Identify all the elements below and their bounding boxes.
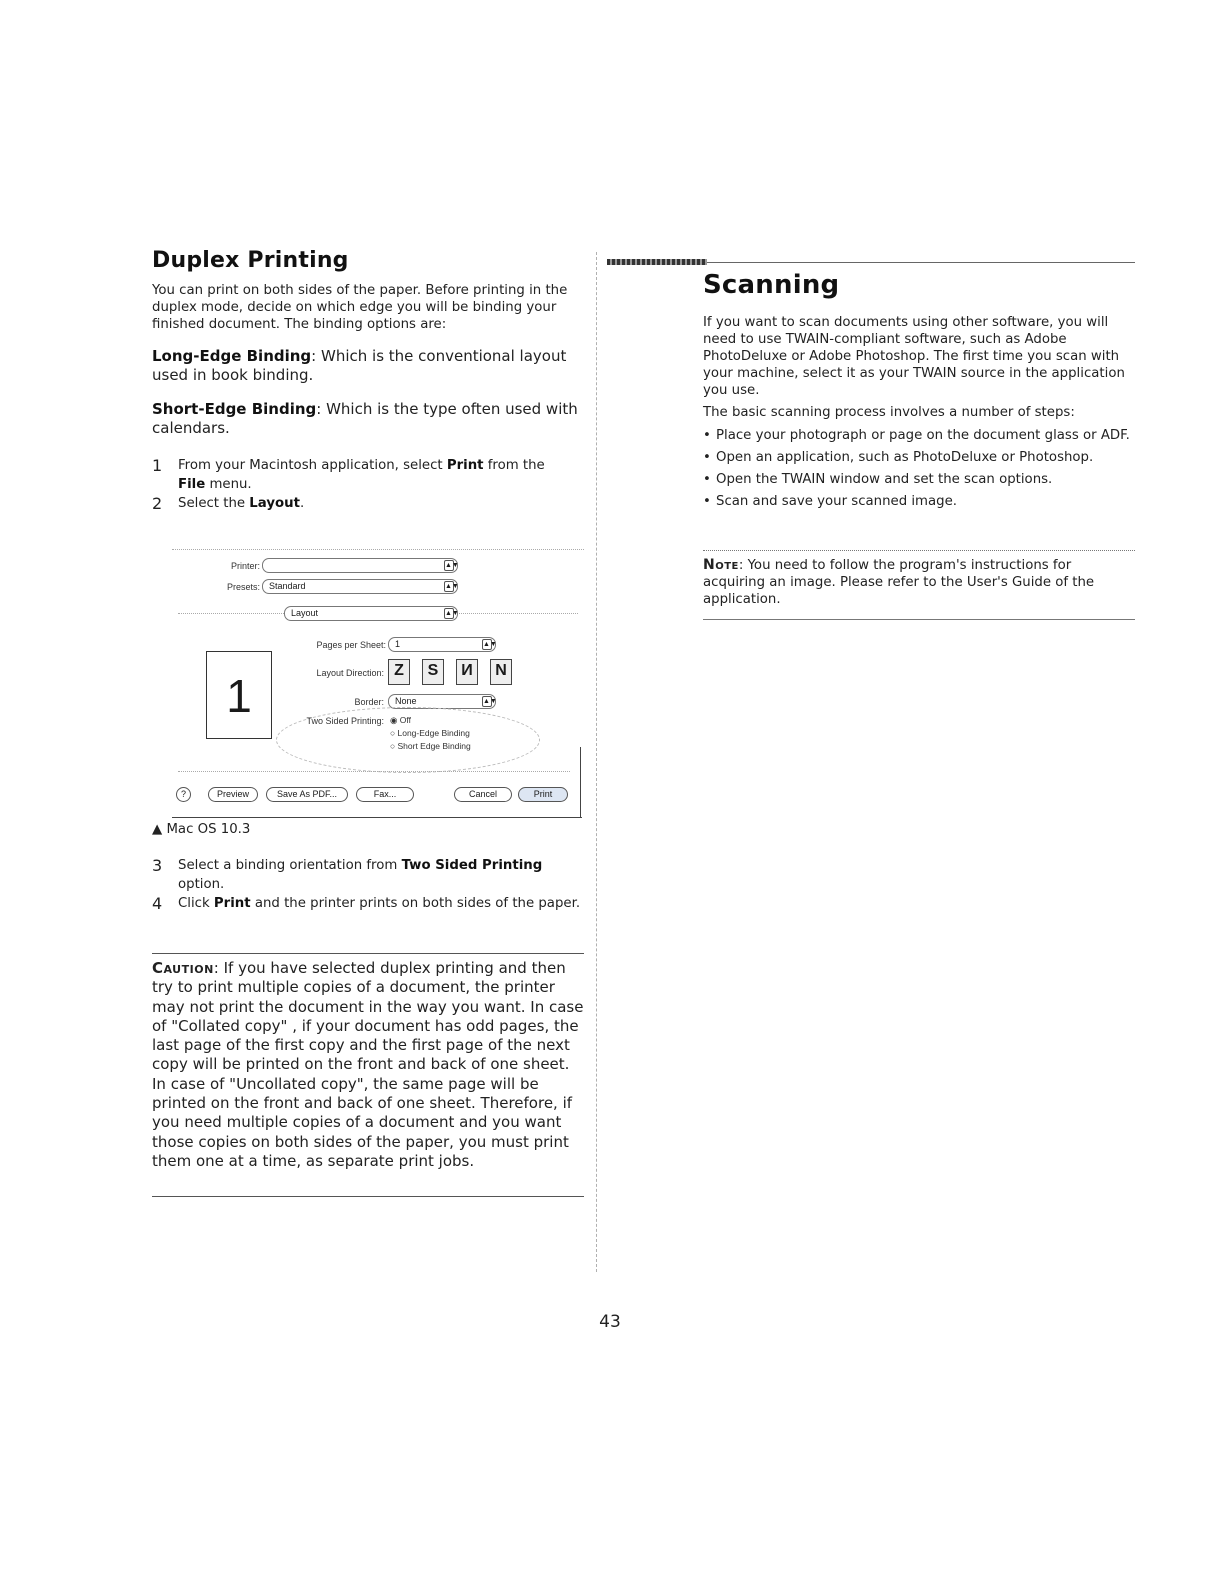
layout-direction-label: Layout Direction: [316,668,384,678]
popup-arrows-icon: ▲▼ [483,641,497,648]
popup-arrows-icon: ▲▼ [483,698,497,705]
duplex-printing-heading: Duplex Printing [152,248,349,273]
step-number: 2 [152,494,163,513]
print-button[interactable]: Print [518,787,568,802]
step-text: Select the Layout. [178,496,305,511]
right-column [703,270,1135,515]
direction-n-icon[interactable]: N [490,659,512,685]
scanning-heading: Scanning [703,270,840,300]
caution-top-rule [152,953,584,954]
save-as-pdf-button[interactable]: Save As PDF... [266,787,348,802]
radio-off[interactable]: ◉ Off [390,715,411,725]
direction-z-icon[interactable]: Z [388,659,410,685]
step-number: 4 [152,894,163,913]
border-label: Border: [354,697,384,707]
right-rule-accent [607,259,707,265]
scanning-process: The basic scanning process involves a number of steps: [703,405,1075,420]
direction-s-icon[interactable]: S [422,659,444,685]
long-edge-paragraph [152,347,584,385]
list-item: • Scan and save your scanned image. [703,493,1135,510]
cancel-button[interactable]: Cancel [454,787,512,802]
radio-short-edge[interactable]: ○ Short Edge Binding [390,741,471,751]
print-dialog-screenshot [172,547,584,819]
short-edge-desc: : Which is the type often used with calendars. [152,400,578,437]
printer-label: Printer: [230,561,260,571]
printer-popup[interactable] [262,558,458,573]
popup-arrows-icon: ▲▼ [445,583,459,590]
dialog-bottom-edge [172,817,582,818]
pages-per-sheet-popup[interactable]: 1 ▲▼ [388,637,496,652]
panel-popup[interactable]: Layout ▲▼ [284,606,458,621]
left-column [152,248,584,513]
popup-arrows-icon: ▲▼ [445,562,459,569]
list-item: • Open an application, such as PhotoDeluxe or Photoshop. [703,449,1135,466]
step-number: 3 [152,856,163,875]
step-1 [152,456,584,494]
dialog-right-edge [580,747,581,817]
border-popup[interactable]: None ▲▼ [388,694,496,709]
steps-list-b [152,856,584,913]
caution-box [152,959,584,1171]
scanning-steps [703,427,1135,510]
direction-reverse-n-icon[interactable]: И [456,659,478,685]
step-2 [152,494,584,513]
column-divider [596,252,597,1272]
page-preview: 1 [206,651,272,739]
radio-long-edge[interactable]: ○ Long-Edge Binding [390,728,470,738]
note-box [703,557,1135,608]
short-edge-paragraph [152,400,584,438]
figure-caption: ▲ Mac OS 10.3 [152,822,251,837]
presets-label: Presets: [226,582,260,592]
step-text: Select a binding orientation from Two Sided Printing option. [178,858,543,892]
pages-per-sheet-label: Pages per Sheet: [316,640,386,650]
note-text: : You need to follow the program's instructions for acquiring an image. Please refer to the User's Guide of the application. [703,558,1095,607]
scanning-intro: If you want to scan documents using other software, you will need to use TWAIN-compliant software, such as Adobe PhotoDeluxe or Adobe Photoshop. The first time you scan with your machine, select it as your TWAIN source in the application you use. [703,315,1125,398]
caution-label: Caution [152,959,214,977]
list-item: • Place your photograph or page on the document glass or ADF. [703,427,1135,444]
caution-bottom-rule [152,1196,584,1197]
step-4 [152,894,584,913]
presets-popup[interactable]: Standard ▲▼ [262,579,458,594]
step-number: 1 [152,456,163,475]
note-bottom-rule [703,619,1135,620]
page-number: 43 [599,1312,621,1332]
two-sided-label: Two Sided Printing: [306,716,384,726]
preview-button[interactable]: Preview [208,787,258,802]
help-button[interactable]: ? [176,787,191,802]
step-text: Click Print and the printer prints on both sides of the paper. [178,896,581,911]
long-edge-term: Long-Edge Binding [152,347,312,365]
list-item: • Open the TWAIN window and set the scan options. [703,471,1135,488]
note-label: Note [703,557,739,573]
step-3 [152,856,584,894]
steps-list-a [152,456,584,513]
short-edge-term: Short-Edge Binding [152,400,317,418]
note-top-rule [703,550,1135,551]
buttons-rule [178,771,570,772]
popup-arrows-icon: ▲▼ [445,610,459,617]
fax-button[interactable]: Fax... [356,787,414,802]
caution-text: : If you have selected duplex printing and then try to print multiple copies of a document, the printer may not print the document in the way you want. In case of "Collated copy" , if your document has odd pages, the last page of the first copy and the first page of the next copy will be printed on the front and back of one sheet. In case of "Uncollated copy", the same page will be printed on the front and back of one sheet. Therefore, if you need multiple copies of a document and you want those copies on both sides of the paper, you must print them one at a time, as separate print jobs. [152,959,584,1170]
long-edge-desc: : Which is the conventional layout used in book binding. [152,347,567,384]
duplex-intro: You can print on both sides of the paper. Before printing in the duplex mode, decide on which edge you will be binding your finished document. The binding options are: [152,283,568,332]
step-text: From your Macintosh application, select Print from the File menu. [178,458,545,492]
dialog-top-rule [172,549,584,550]
